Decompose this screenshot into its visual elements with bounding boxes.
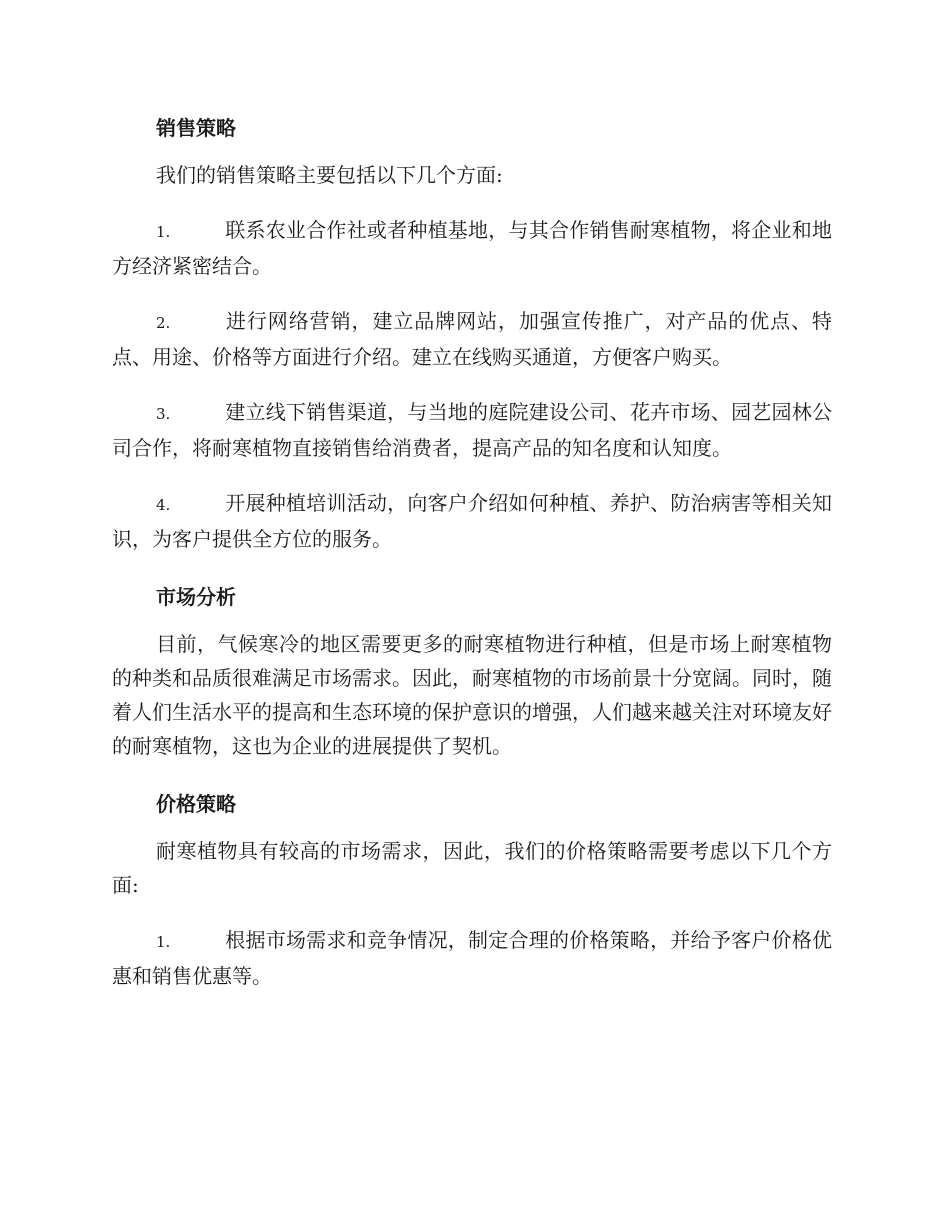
section-heading-market-analysis: 市场分析 — [156, 585, 236, 609]
pricing-strategy-intro: 耐寒植物具有较高的市场需求，因此，我们的价格策略需要考虑以下几个方面: — [112, 839, 832, 897]
list-item-text: 联系农业合作社或者种植基地，与其合作销售耐寒植物，将企业和地方经济紧密结合。 — [112, 218, 832, 278]
list-item — [112, 304, 832, 374]
list-item-text: 建立线下销售渠道，与当地的庭院建设公司、花卉市场、园艺园林公司合作，将耐寒植物直接销售给消费者，提高产品的知名度和认知度。 — [112, 400, 832, 460]
section-heading-sales-strategy: 销售策略 — [156, 116, 236, 140]
list-item — [112, 486, 832, 556]
list-number: 4. — [156, 496, 171, 514]
list-number: 3. — [156, 405, 171, 423]
list-item — [112, 395, 832, 465]
list-number: 1. — [156, 223, 171, 241]
section-heading-pricing-strategy: 价格策略 — [156, 792, 236, 816]
document-page — [112, 108, 832, 993]
list-item — [112, 923, 832, 993]
sales-strategy-intro: 我们的销售策略主要包括以下几个方面: — [156, 163, 503, 187]
market-analysis-body: 目前，气候寒冷的地区需要更多的耐寒植物进行种植，但是市场上耐寒植物的种类和品质很难满足市场需求。因此，耐寒植物的市场前景十分宽阔。同时，随着人们生活水平的提高和生态环境的保护意识的增强，人们越来越关注对环境友好的耐寒植物，这也为企业的进展提供了契机。 — [112, 632, 832, 758]
list-number: 2. — [156, 314, 171, 332]
list-item-text: 进行网络营销，建立品牌网站，加强宣传推广，对产品的优点、特点、用途、价格等方面进行介绍。建立在线购买通道，方便客户购买。 — [112, 309, 832, 369]
list-item — [112, 213, 832, 283]
list-item-text: 开展种植培训活动，向客户介绍如何种植、养护、防治病害等相关知识，为客户提供全方位的服务。 — [112, 491, 832, 551]
list-number: 1. — [156, 933, 171, 951]
list-item-text: 根据市场需求和竞争情况，制定合理的价格策略，并给予客户价格优惠和销售优惠等。 — [112, 928, 832, 988]
